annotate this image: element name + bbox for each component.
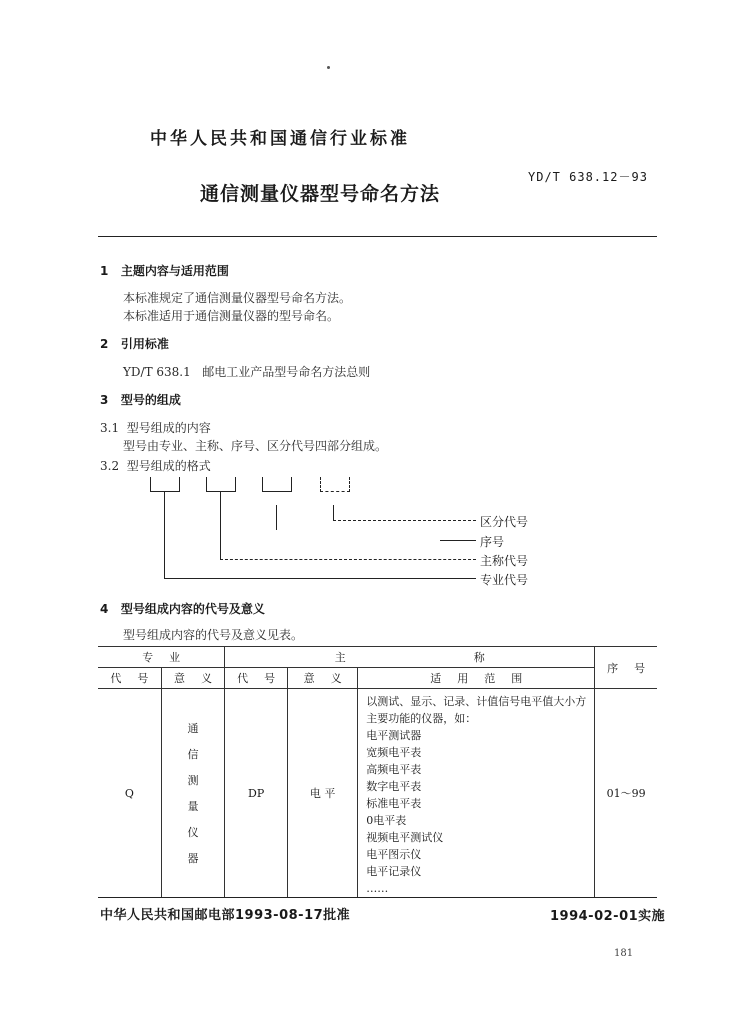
xuhao-value: 01～99 (595, 689, 657, 898)
list-item: 高频电平表 (366, 763, 422, 776)
section-title: 型号的组成 (120, 393, 181, 407)
label-xuhao: 序号 (480, 535, 505, 549)
reference-entry (123, 363, 370, 380)
label-zhuanye: 专业代号 (480, 573, 529, 587)
section-1-heading (100, 262, 229, 279)
leader-qufen-h (333, 520, 476, 522)
box-xuhao (262, 477, 292, 492)
leader-qufen-v (333, 505, 334, 520)
section-number: 2 (100, 337, 109, 351)
subsection-title: 型号组成的内容 (126, 421, 211, 435)
section-number: 3 (100, 393, 109, 407)
table-row (98, 689, 657, 898)
leader-zhuanye-h (164, 578, 476, 579)
zy-code: Q (98, 689, 161, 898)
section-4-heading (100, 600, 265, 617)
label-qufen: 区分代号 (480, 515, 529, 529)
reference-title: 邮电工业产品型号命名方法总则 (202, 365, 371, 379)
list-item: 电平记录仪 (366, 865, 422, 878)
list-item: 主要功能的仪器，如： (366, 712, 477, 725)
leader-xuhao-h (440, 540, 476, 541)
section-title: 主题内容与适用范围 (120, 264, 229, 278)
section-number: 4 (100, 602, 109, 616)
scan-speck (327, 66, 330, 69)
sub-zy-daihao: 代 号 (98, 668, 161, 689)
section-2-heading (100, 335, 169, 352)
leader-zhuanye-v (164, 492, 165, 578)
section-title: 引用标准 (120, 337, 169, 351)
paragraph: 型号组成内容的代号及意义见表。 (123, 628, 304, 642)
approval-line: 中华人民共和国邮电部1993-08-17批准 (100, 908, 351, 923)
box-zhucheng (206, 477, 236, 492)
list-item: 0电平表 (366, 814, 407, 827)
subsection-3-1-heading (100, 419, 211, 436)
sub-zy-yiyi: 意 义 (161, 668, 225, 689)
header-zhucheng: 主 称 (225, 647, 595, 668)
document-title: 通信测量仪器型号命名方法 (200, 183, 441, 205)
zy-meaning: 通 信 测 量 仪 器 (161, 689, 225, 898)
sub-zc-daihao: 代 号 (225, 668, 288, 689)
table-subheader-row (98, 668, 657, 689)
paragraph: 本标准适用于通信测量仪器的型号命名。 (123, 309, 340, 323)
list-item: …… (366, 882, 389, 895)
footer-rule (98, 897, 657, 898)
implementation-date: 1994-02-01实施 (550, 909, 666, 924)
paragraph: 型号由专业、主称、序号、区分代号四部分组成。 (123, 439, 388, 453)
sub-fanwei: 适 用 范 围 (358, 668, 595, 689)
scope-cell (358, 689, 595, 898)
zc-meaning: 电 平 (288, 689, 358, 898)
section-title: 型号组成内容的代号及意义 (120, 602, 265, 616)
paragraph: 本标准规定了通信测量仪器型号命名方法。 (123, 291, 352, 305)
code-table (98, 646, 657, 898)
organization-title: 中华人民共和国通信行业标准 (150, 129, 410, 149)
section-number: 1 (100, 264, 109, 278)
subsection-number: 3.2 (100, 459, 120, 473)
subsection-3-2-heading (100, 457, 211, 474)
section-3-heading (100, 391, 181, 408)
list-item: 电平测试器 (366, 729, 422, 742)
header-rule (98, 236, 657, 237)
list-item: 以测试、显示、记录、计值信号电平值大小方 (366, 695, 587, 708)
page-number: 181 (614, 948, 634, 959)
box-zhuanye (150, 477, 180, 492)
box-qufen (320, 477, 350, 492)
zc-code: DP (225, 689, 288, 898)
header-zhuanye: 专 业 (98, 647, 225, 668)
table-header-row (98, 647, 657, 668)
list-item: 标准电平表 (366, 797, 422, 810)
leader-zhucheng-v (220, 492, 221, 559)
subsection-number: 3.1 (100, 421, 120, 435)
label-zhucheng: 主称代号 (480, 554, 529, 568)
list-item: 宽频电平表 (366, 746, 422, 759)
standard-code: YD/T 638.12－93 (528, 170, 648, 184)
reference-code: YD/T 638.1 (123, 365, 191, 379)
leader-xuhao-v (276, 505, 277, 530)
sub-zc-yiyi: 意 义 (288, 668, 358, 689)
list-item: 数字电平表 (366, 780, 422, 793)
leader-zhucheng-h (220, 559, 476, 561)
list-item: 电平图示仪 (366, 848, 422, 861)
header-xuhao: 序 号 (595, 647, 657, 689)
subsection-title: 型号组成的格式 (126, 459, 211, 473)
list-item: 视频电平测试仪 (366, 831, 444, 844)
